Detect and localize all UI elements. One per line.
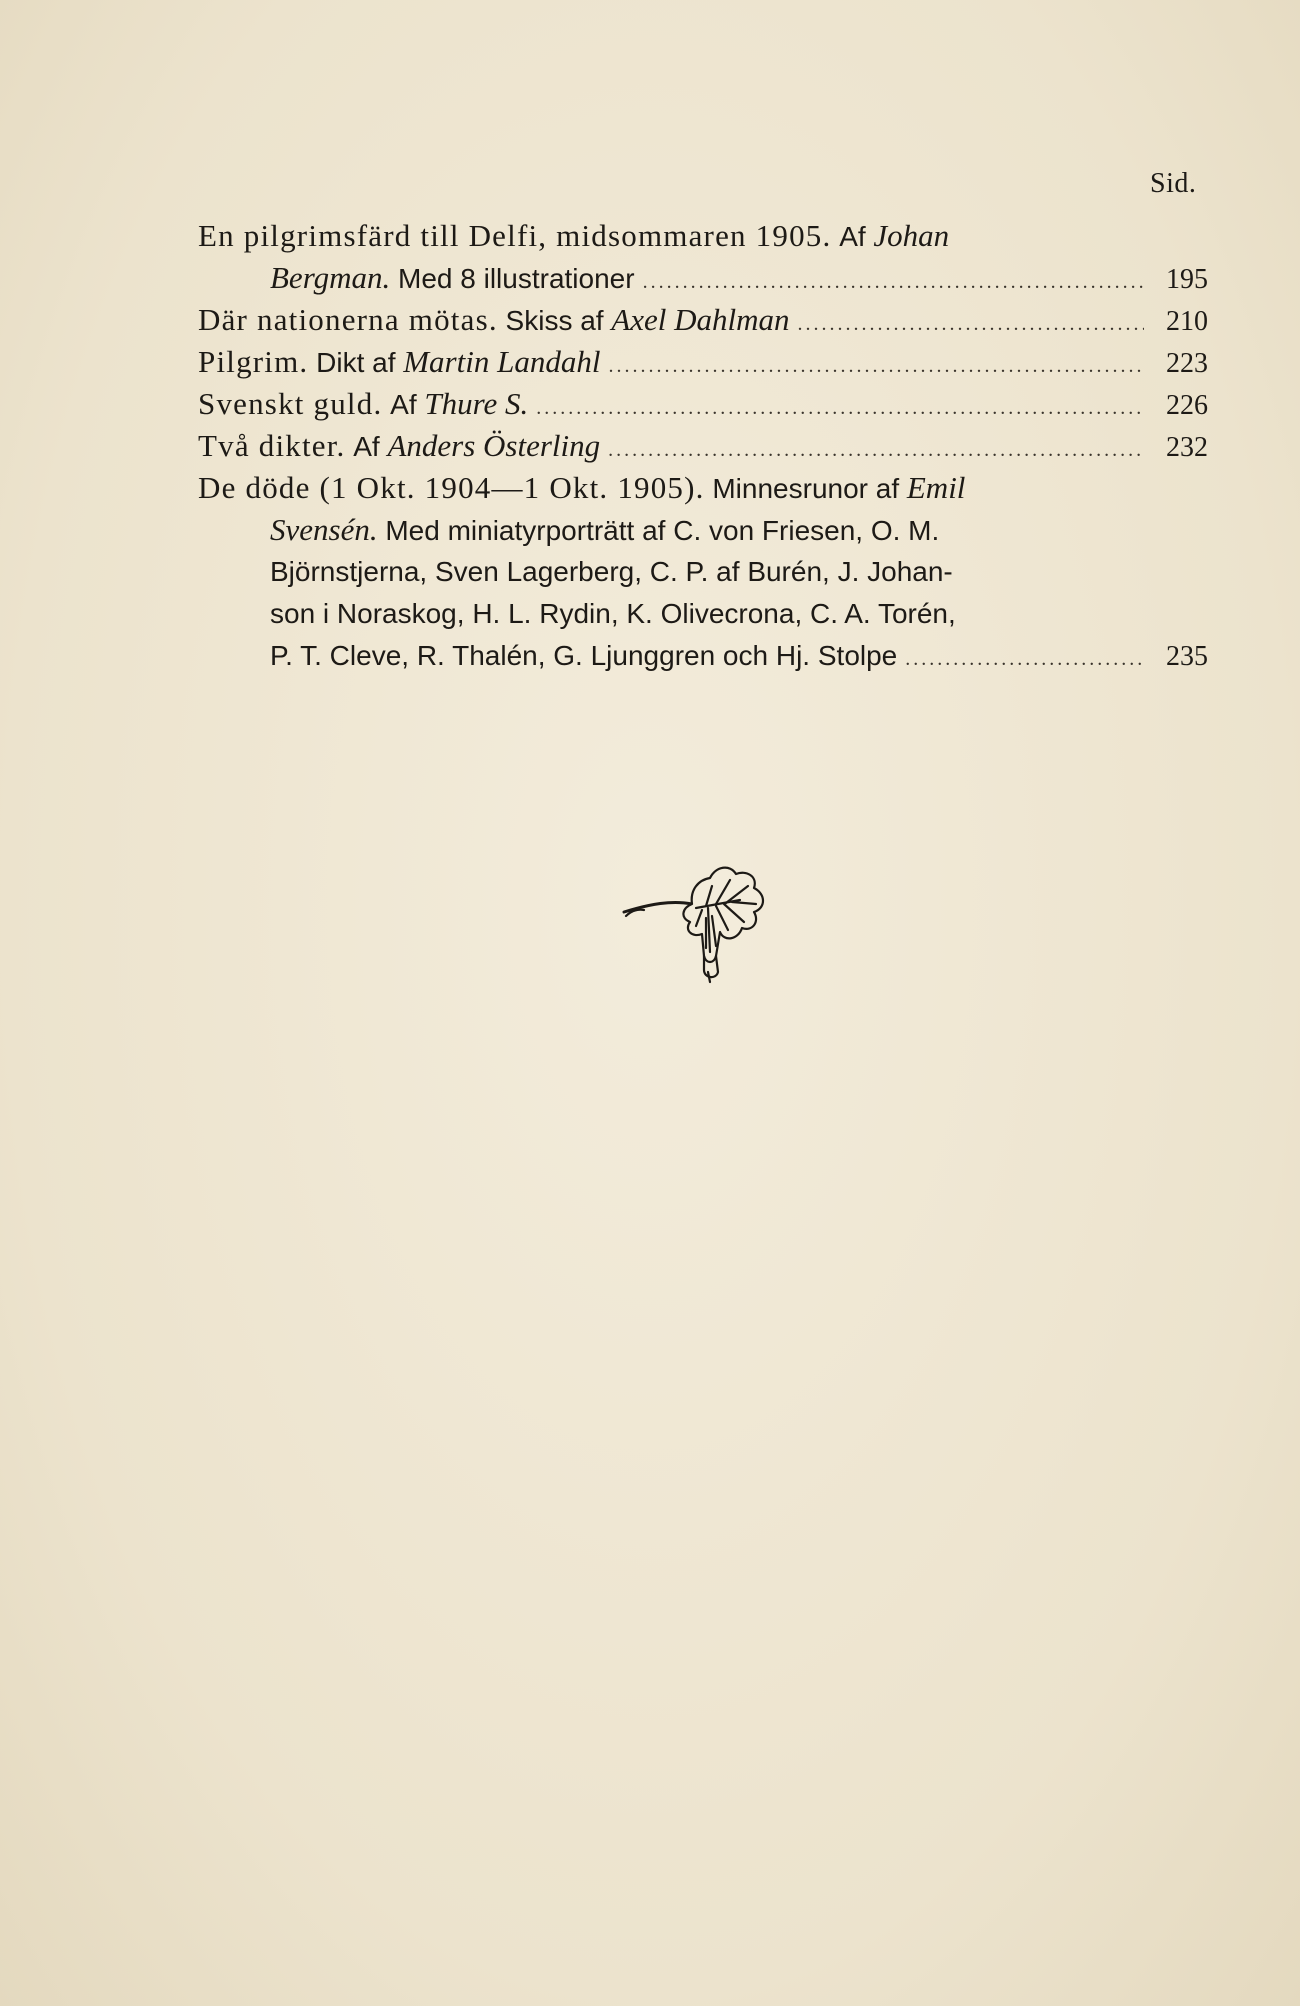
leader-dots — [608, 345, 1144, 387]
toc-entry — [198, 215, 1208, 299]
entry-af: Af — [839, 221, 866, 252]
table-of-contents — [198, 215, 1208, 677]
entry-note: P. T. Cleve, R. Thalén, G. Ljunggren och Hj. Stolpe — [270, 640, 898, 671]
leader-dots — [608, 429, 1144, 471]
page-number: 226 — [1166, 390, 1208, 421]
page-number: 210 — [1166, 306, 1208, 337]
entry-author: Svensén. — [270, 512, 378, 547]
entry-prefix: Dikt af — [316, 347, 396, 378]
entry-title: De döde (1 Okt. 1904—1 Okt. 1905). — [198, 470, 705, 505]
entry-note: Med miniatyrporträtt af C. von Friesen, O. M. — [385, 515, 940, 546]
entry-title: Pilgrim. — [198, 344, 309, 379]
leaf-ornament-icon — [620, 860, 780, 990]
page-column-header: Sid. — [1150, 168, 1197, 199]
entry-author: Johan — [873, 218, 950, 253]
entry-author: Anders Österling — [387, 428, 601, 463]
leader-dots — [643, 261, 1144, 303]
entry-author: Emil — [906, 470, 966, 505]
entry-prefix: Minnesrunor af — [712, 473, 900, 504]
entry-author: Bergman. — [270, 260, 391, 295]
entry-author: Thure S. — [424, 386, 529, 421]
entry-title: Svenskt guld. — [198, 386, 383, 421]
entry-prefix: Skiss af — [505, 305, 604, 336]
entry-title: Där nationerna mötas. — [198, 302, 498, 337]
entry-author: Martin Landahl — [403, 344, 601, 379]
leader-dots — [905, 638, 1144, 680]
leader-dots — [536, 387, 1144, 429]
entry-title: En pilgrimsfärd till Delfi, midsommaren 1905. — [198, 218, 832, 253]
entry-author: Axel Dahlman — [611, 302, 790, 337]
entry-prefix: Af — [353, 431, 380, 462]
entry-prefix: Af — [390, 389, 417, 420]
toc-entry — [198, 425, 1208, 467]
page-number: 235 — [1166, 641, 1208, 672]
entry-title: Två dikter. — [198, 428, 346, 463]
entry-note: Med 8 illustrationer — [398, 263, 635, 294]
toc-entry — [198, 341, 1208, 383]
toc-entry — [198, 299, 1208, 341]
toc-entry — [198, 383, 1208, 425]
page-number: 195 — [1166, 264, 1208, 295]
toc-entry — [198, 467, 1208, 677]
page-number: 232 — [1166, 432, 1208, 463]
entry-note: son i Noraskog, H. L. Rydin, K. Olivecrona, C. A. Torén, — [270, 598, 956, 629]
page-number: 223 — [1166, 348, 1208, 379]
entry-note: Björnstjerna, Sven Lagerberg, C. P. af Burén, J. Johan- — [270, 556, 953, 587]
leader-dots — [798, 303, 1144, 345]
